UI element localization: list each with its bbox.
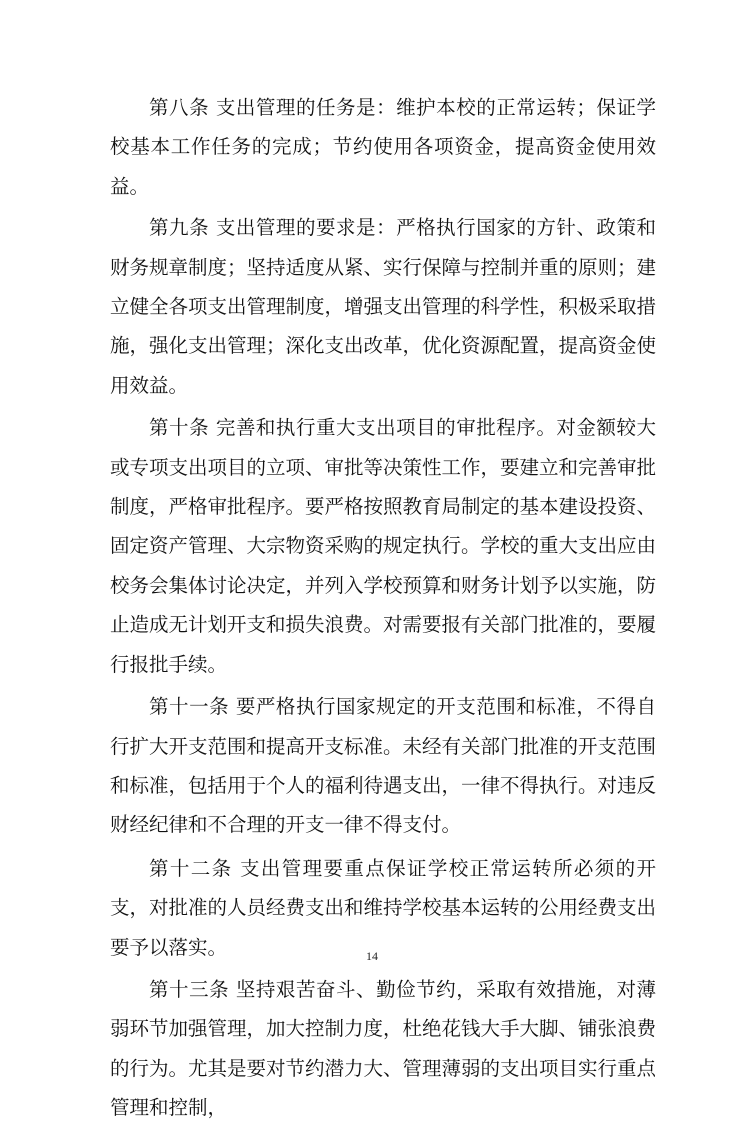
paragraph-article-13: 第十三条 坚持艰苦奋斗、勤俭节约，采取有效措施，对薄弱环节加强管理，加大控制力度，杜绝花钱大手大脚、铺张浪费的行为。尤其是要对节约潜力大、管理薄弱的支出项目实行重点管理和控制， [110, 977, 657, 1120]
page-number: 14 [366, 949, 378, 963]
paragraph-article-12: 第十二条 支出管理要重点保证学校正常运转所必须的开支，对批准的人员经费支出和维持学校基本运转的公用经费支出要予以落实。 [110, 856, 657, 959]
paragraph-article-10: 第十条 完善和执行重大支出项目的审批程序。对金额较大或专项支出项目的立项、审批等决策性工作，要建立和完善审批制度，严格审批程序。要严格按照教育局制定的基本建设投资、固定资产管理、大宗物资采购的规定执行。学校的重大支出应由校务会集体讨论决定，并列入学校预算和财务计划予以实施，防止造成无计划开支和损失浪费。对需要报有关部门批准的，要履行报批手续。 [110, 416, 657, 676]
paragraph-article-9: 第九条 支出管理的要求是：严格执行国家的方针、政策和财务规章制度；坚持适度从紧、实行保障与控制并重的原则；建立健全各项支出管理制度，增强支出管理的科学性，积极采取措施，强化支出管理；深化支出改革，优化资源配置，提高资金使用效益。 [110, 216, 657, 397]
paragraph-article-8: 第八条 支出管理的任务是：维护本校的正常运转；保证学校基本工作任务的完成；节约使用各项资金，提高资金使用效益。 [110, 96, 656, 198]
document-body [110, 88, 656, 1128]
paragraph-article-11: 第十一条 要严格执行国家规定的开支范围和标准，不得自行扩大开支范围和提高开支标准。未经有关部门批准的开支范围和标准，包括用于个人的福利待遇支出，一律不得执行。对违反财经纪律和不合理的开支一律不得支付。 [110, 695, 657, 837]
